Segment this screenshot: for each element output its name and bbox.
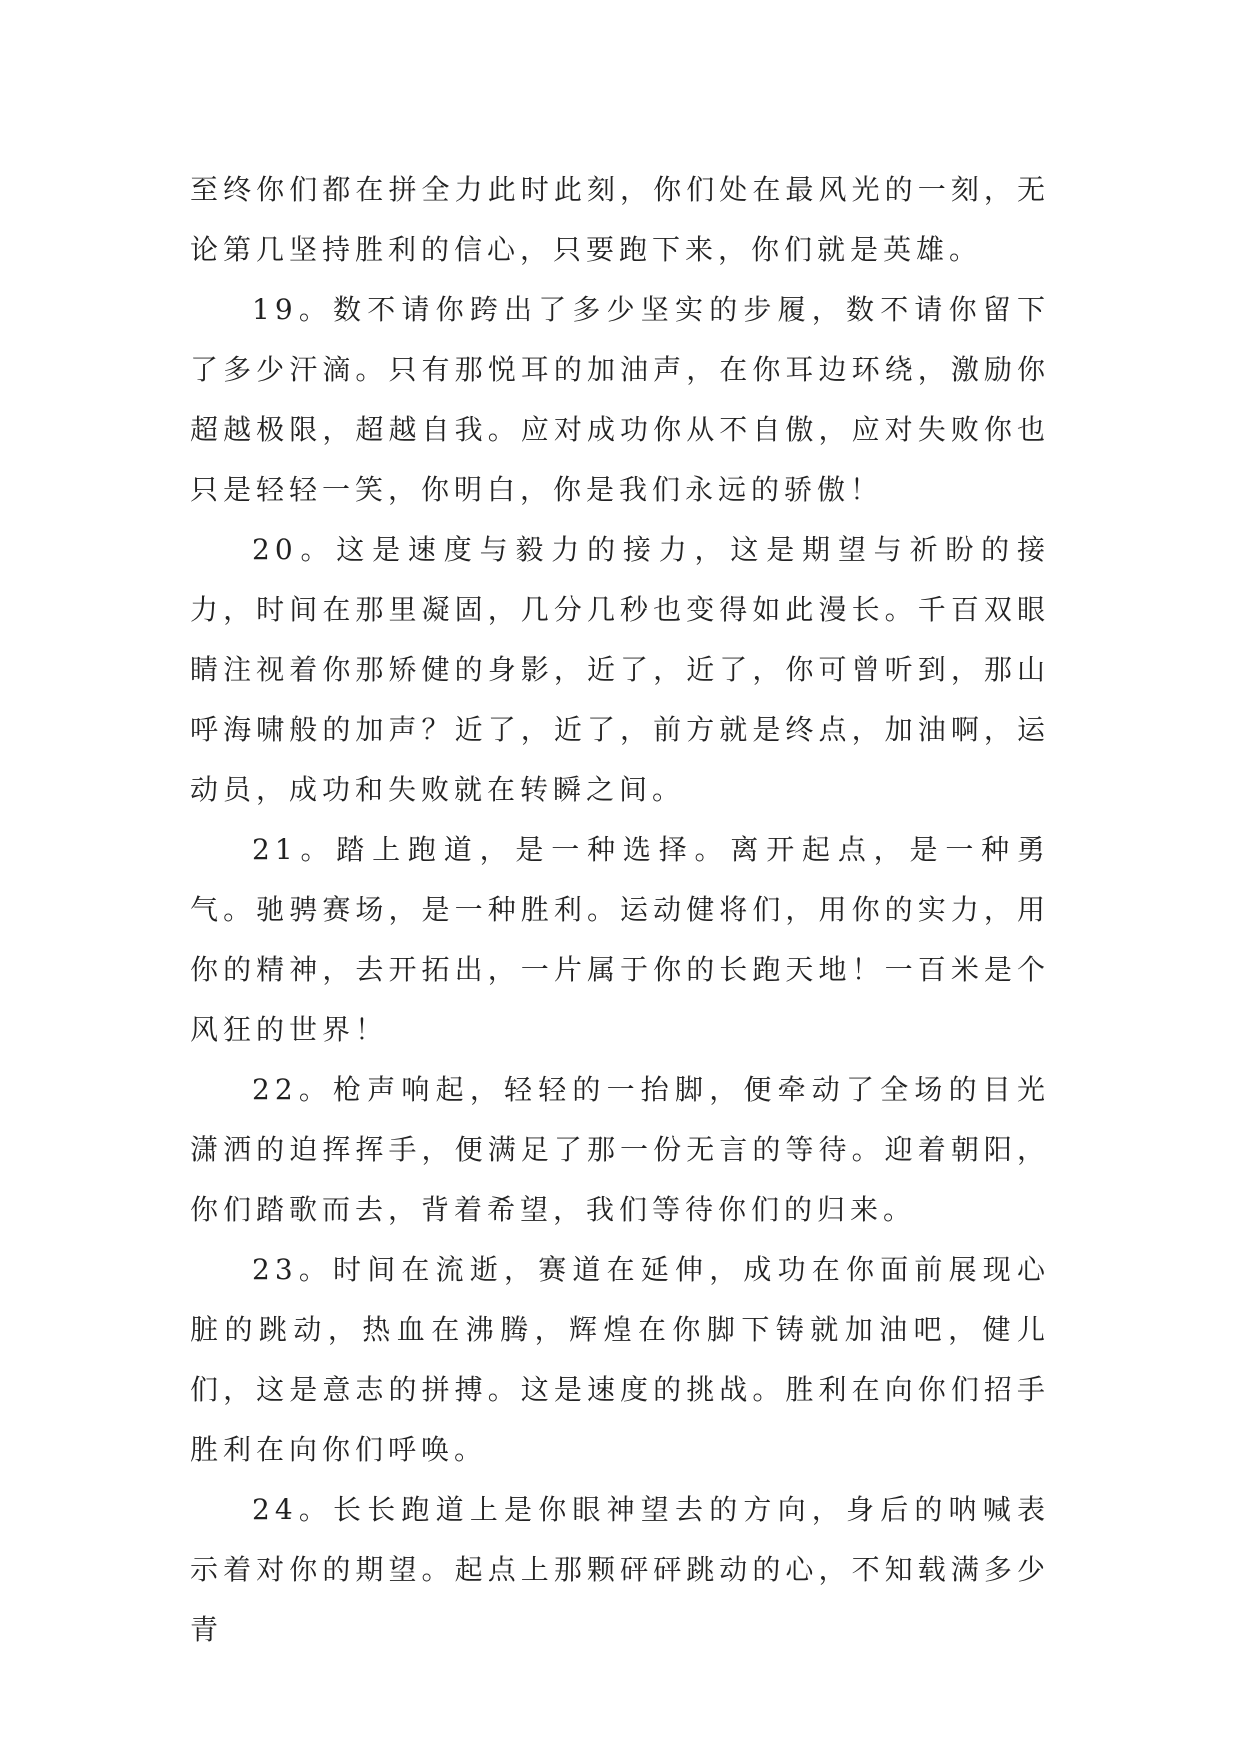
paragraph-23: 23。时间在流逝，赛道在延伸，成功在你面前展现心脏的跳动，热血在沸腾，辉煌在你脚下铸就加油吧，健儿们，这是意志的拼搏。这是速度的挑战。胜利在向你们招手胜利在向你们呼唤。	[190, 1253, 1050, 1466]
paragraph-21: 21。踏上跑道，是一种选择。离开起点，是一种勇气。驰骋赛场，是一种胜利。运动健将们，用你的实力，用你的精神，去开拓出，一片属于你的长跑天地！一百米是个风狂的世界！	[190, 833, 1050, 1046]
body-text	[190, 160, 1050, 1660]
paragraph-continuation: 至终你们都在拼全力此时此刻，你们处在最风光的一刻，无论第几坚持胜利的信心，只要跑下来，你们就是英雄。	[190, 173, 1050, 266]
paragraph-22: 22。枪声响起，轻轻的一抬脚，便牵动了全场的目光潇洒的迫挥挥手，便满足了那一份无言的等待。迎着朝阳，你们踏歌而去，背着希望，我们等待你们的归来。	[190, 1073, 1050, 1226]
paragraph-24: 24。长长跑道上是你眼神望去的方向，身后的呐喊表示着对你的期望。起点上那颗砰砰跳动的心，不知载满多少青	[190, 1493, 1050, 1646]
paragraph-20: 20。这是速度与毅力的接力，这是期望与祈盼的接力，时间在那里凝固，几分几秒也变得如此漫长。千百双眼睛注视着你那矫健的身影，近了，近了，你可曾听到，那山呼海啸般的加声？近了，近了，前方就是终点，加油啊，运动员，成功和失败就在转瞬之间。	[190, 533, 1050, 806]
paragraph-19: 19。数不请你跨出了多少坚实的步履，数不请你留下了多少汗滴。只有那悦耳的加油声，在你耳边环绕，激励你超越极限，超越自我。应对成功你从不自傲，应对失败你也只是轻轻一笑，你明白，你是我们永远的骄傲！	[190, 293, 1050, 506]
